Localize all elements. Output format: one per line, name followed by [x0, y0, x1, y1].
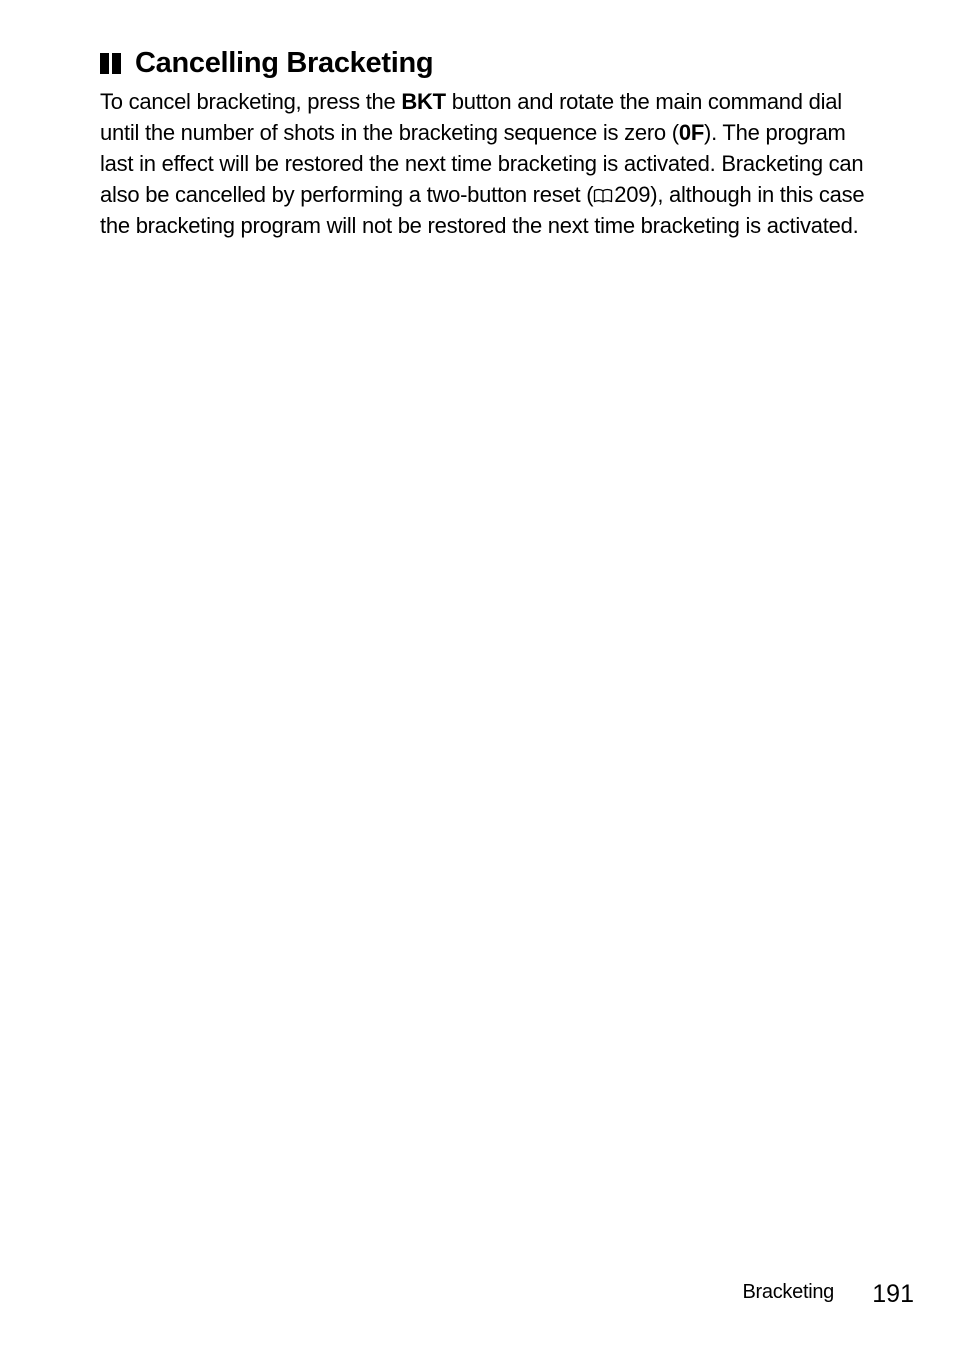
body-paragraph [100, 86, 880, 241]
bkt-button-name: BKT [401, 89, 446, 114]
body-text-part-4: ), although in this case the bracketing program will not be restored the next time bracketing is activated. [100, 182, 865, 238]
page-number: 191 [872, 1280, 914, 1308]
body-text-part-3: ). The program last in effect will be restored the next time bracketing is activated. Bracketing can also be cancelled by performing a two-button reset ( [100, 120, 864, 207]
body-text-part-1: To cancel bracketing, press the [100, 89, 402, 114]
footer-section-title: Bracketing [742, 1281, 834, 1303]
page-reference[interactable]: 209 [614, 182, 651, 207]
section-heading [100, 44, 433, 82]
heading-title: Cancelling Bracketing [135, 47, 434, 79]
body-text-part-2: button and rotate the main command dial until the number of shots in the bracketing sequence is zero ( [100, 89, 842, 145]
double-bar-icon [100, 53, 121, 74]
book-icon [593, 188, 613, 203]
shots-value: 0F [678, 120, 705, 145]
